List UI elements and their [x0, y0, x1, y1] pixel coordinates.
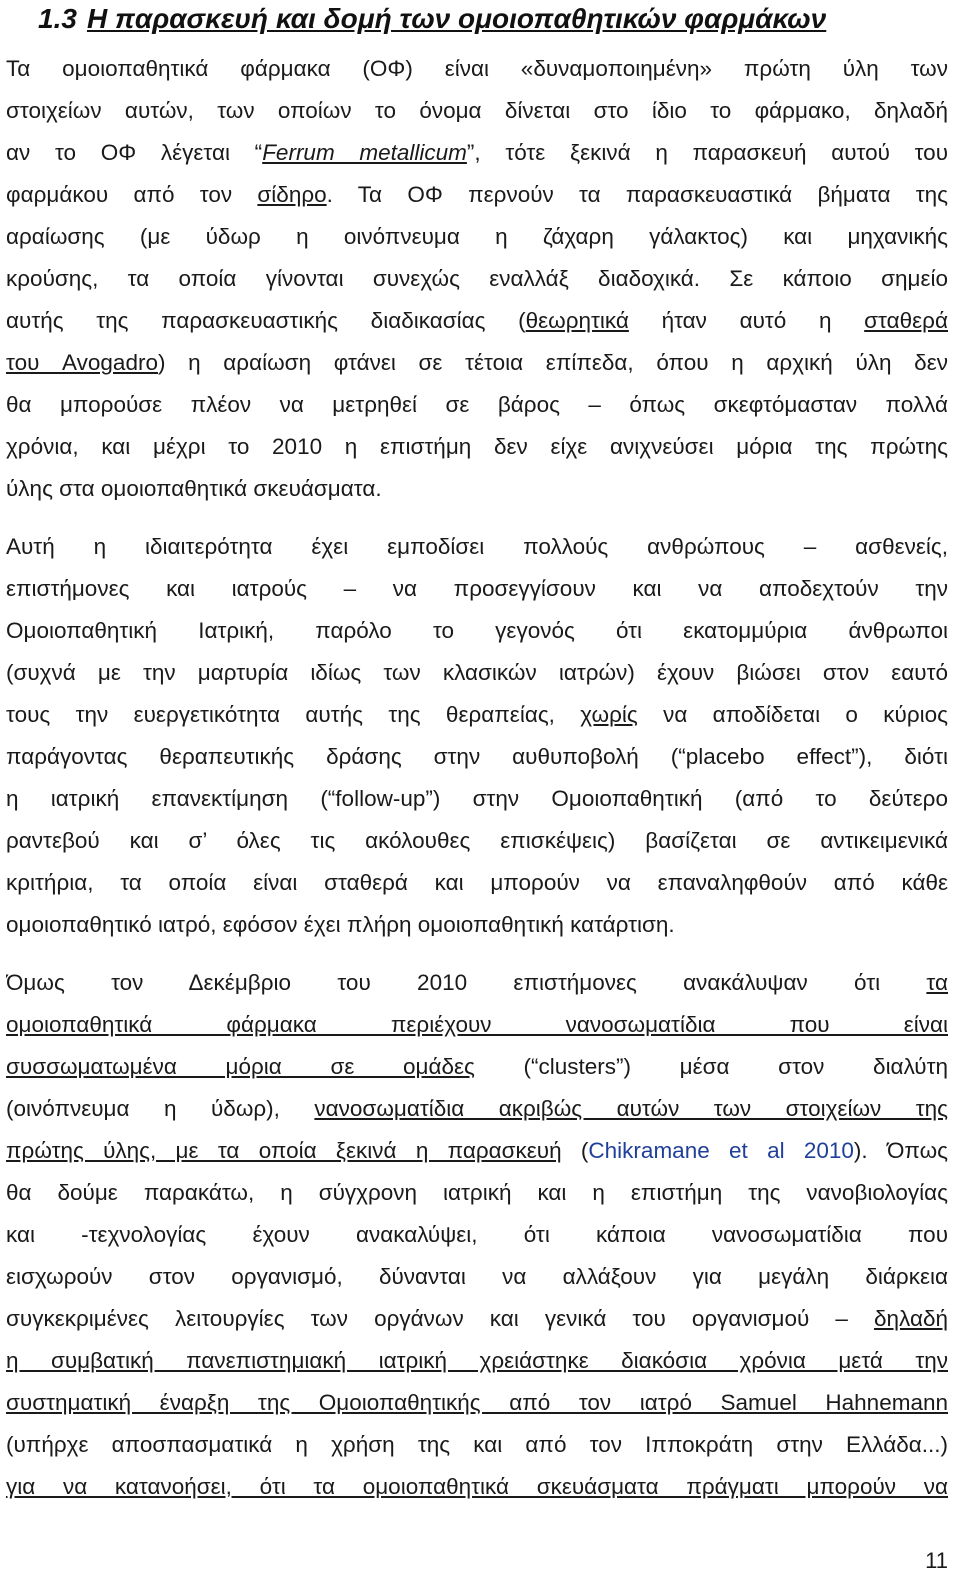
section-number: 1.3 [38, 3, 77, 34]
text-line [6, 1094, 948, 1124]
text-line: αραίωσης (με ύδωρ η οινόπνευμα η ζάχαρη γάλακτος) και μηχανικής [6, 224, 948, 249]
text-line: θα δούμε παρακάτω, η σύγχρονη ιατρική και η επιστήμη της νανοβιολογίας [6, 1180, 948, 1205]
text-line [6, 138, 948, 168]
section-title: Η παρασκευή και δομή των ομοιοπαθητικών φαρμάκων [86, 3, 827, 34]
underlined-span: τα [926, 970, 948, 995]
text-line [6, 348, 948, 378]
underlined-span: νανοσωματίδια ακριβώς αυτών των στοιχείων της [314, 1096, 948, 1121]
section-heading [38, 2, 826, 36]
without-term: χωρίς [580, 702, 638, 727]
page-number: 11 [925, 1548, 948, 1573]
text-line: (συχνά με την μαρτυρία ιδίως των κλασικών ιατρών) έχουν βιώσει στον εαυτό [6, 660, 948, 685]
text-span: ήταν αυτό η [628, 308, 865, 333]
text-span: συγκεκριμένες λειτουργίες των οργάνων και γενικά του οργανισμού – [6, 1306, 874, 1331]
text-line: θα μπορούσε πλέον να μετρηθεί σε βάρος – όπως σκεφτόμασταν πολλά [6, 392, 948, 417]
underlined-span: πρώτης ύλης, με τα οποία ξεκινά η παρασκευή [6, 1138, 562, 1163]
theoretically-term: θεωρητικά [525, 308, 629, 333]
text-span: φαρμάκου από τον [6, 182, 258, 207]
text-line: ραντεβού και σ’ όλες τις ακόλουθες επισκέψεις) βασίζεται σε αντικειμενικά [6, 828, 948, 853]
text-line [6, 306, 948, 336]
text-line: (υπήρχε αποσπασματικά η χρήση της και από τον Ιπποκράτη στην Ελλάδα...) [6, 1432, 948, 1457]
text-line [6, 1052, 948, 1082]
text-line: στοιχείων αυτών, των οποίων το όνομα δίνεται στο ίδιο το φάρμακο, δηλαδή [6, 98, 948, 123]
text-line: χρόνια, και μέχρι το 2010 η επιστήμη δεν είχε ανιχνεύσει μόρια της πρώτης [6, 434, 948, 459]
text-span: να αποδίδεται ο κύριος [637, 702, 948, 727]
text-line [6, 968, 948, 998]
text-line: ομοιοπαθητικό ιατρό, εφόσον έχει πλήρη ομοιοπαθητική κατάρτιση. [6, 912, 675, 937]
text-span: τους την ευεργετικότητα αυτής της θεραπείας, [6, 702, 581, 727]
text-line: εισχωρούν στον οργανισμό, δύνανται να αλλάξουν για μεγάλη διάρκεια [6, 1264, 948, 1289]
text-line [6, 180, 948, 210]
text-span: αυτής της παρασκευαστικής διαδικασίας ( [6, 308, 526, 333]
text-line [6, 1136, 948, 1166]
underlined-line: για να κατανοήσει, ότι τα ομοιοπαθητικά σκευάσματα πράγματι μπορούν να [6, 1474, 948, 1499]
underlined-span: συσσωματωμένα μόρια σε ομάδες [6, 1054, 475, 1079]
text-line: Τα ομοιοπαθητικά φάρμακα (ΟΦ) είναι «δυναμοποιημένη» πρώτη ύλη των [6, 56, 948, 81]
text-span: (“clusters”) μέσα στον διαλύτη [474, 1054, 948, 1079]
constant-term: σταθερά [864, 308, 948, 333]
text-span: ”, τότε ξεκινά η παρασκευή αυτού του [466, 140, 948, 165]
text-line: Αυτή η ιδιαιτερότητα έχει εμποδίσει πολλούς ανθρώπους – ασθενείς, [6, 534, 948, 559]
text-line: ύλης στα ομοιοπαθητικά σκευάσματα. [6, 476, 382, 501]
text-line: παράγοντας θεραπευτικής δράσης στην αυθυποβολή (“placebo effect”), διότι [6, 744, 948, 769]
text-line: η ιατρική επανεκτίμηση (“follow-up”) στην Ομοιοπαθητική (από το δεύτερο [6, 786, 948, 811]
sidiro-term: σίδηρο [257, 182, 327, 207]
text-span: ( [561, 1138, 589, 1163]
underlined-line: η συμβατική πανεπιστημιακή ιατρική χρειάστηκε διακόσια χρόνια μετά την [6, 1348, 948, 1373]
text-span: . Τα ΟΦ περνούν τα παρασκευαστικά βήματα της [326, 182, 948, 207]
text-line: επιστήμονες και ιατρούς – να προσεγγίσουν και να αποδεχτούν την [6, 576, 948, 601]
underlined-line: ομοιοπαθητικά φάρμακα περιέχουν νανοσωματίδια που είναι [6, 1012, 948, 1037]
text-span: Όμως τον Δεκέμβριο του 2010 επιστήμονες ανακάλυψαν ότι [6, 970, 927, 995]
text-span: (οινόπνευμα η ύδωρ), [6, 1096, 315, 1121]
text-span: αν το ΟΦ λέγεται “ [6, 140, 263, 165]
ferrum-metallicum-term: Ferrum metallicum [262, 140, 467, 165]
text-line [6, 700, 948, 730]
text-line [6, 1304, 948, 1334]
underlined-line: συστηματική έναρξη της Ομοιοπαθητικής από τον ιατρό Samuel Hahnemann [6, 1390, 948, 1415]
text-line: Ομοιοπαθητική Ιατρική, παρόλο το γεγονός ότι εκατομμύρια άνθρωποι [6, 618, 948, 643]
text-line: κριτήρια, τα οποία είναι σταθερά και μπορούν να επαναληφθούν από κάθε [6, 870, 948, 895]
text-line: και -τεχνολογίας έχουν ανακαλύψει, ότι κάποια νανοσωματίδια που [6, 1222, 948, 1247]
avogadro-term: του Avogadro [6, 350, 158, 375]
citation-link[interactable]: Chikramane et al 2010 [588, 1138, 854, 1163]
underlined-span: δηλαδή [874, 1306, 948, 1331]
text-span: ). Όπως [853, 1138, 948, 1163]
text-span: ) η αραίωση φτάνει σε τέτοια επίπεδα, όπου η αρχική ύλη δεν [157, 350, 948, 375]
text-line: κρούσης, τα οποία γίνονται συνεχώς εναλλάξ διαδοχικά. Σε κάποιο σημείο [6, 266, 948, 291]
